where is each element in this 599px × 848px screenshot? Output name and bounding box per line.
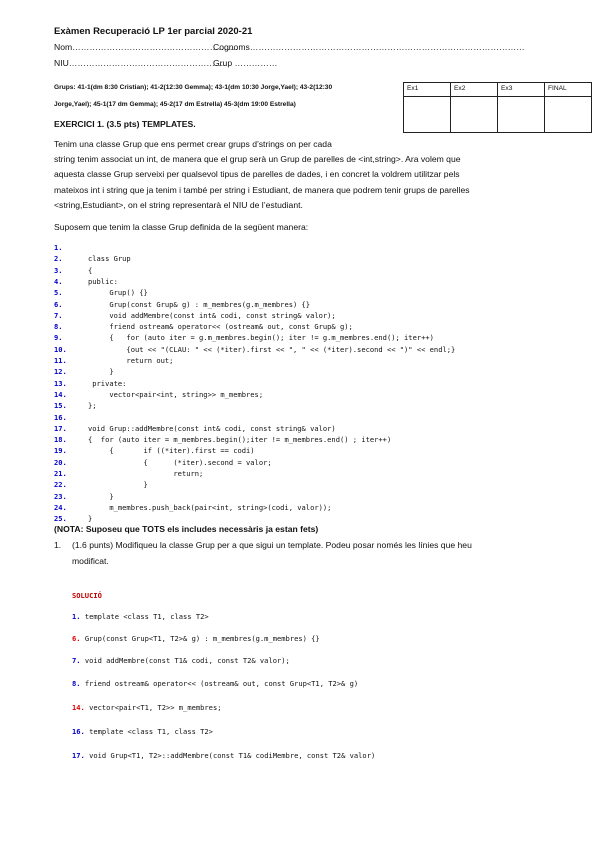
solution-line [72, 679, 358, 688]
grade-cell-final[interactable] [545, 97, 592, 133]
groups-line-2: Jorge,Yael); 45-1(17 dm Gemma); 45-2(17 dm Estrella) 45-3(dm 19:00 Estrella) [54, 101, 296, 108]
code-line-text: Grup() {} [88, 288, 148, 298]
code-line-text: void Grup::addMembre(const int& codi, const string& valor) [88, 423, 336, 433]
code-line-text: { (*iter).second = valor; [88, 457, 272, 467]
solution-label: SOLUCIÓ [72, 591, 102, 600]
code-line-number: 15. [54, 401, 67, 411]
code-line-text: { [88, 265, 93, 275]
code-line-number: 13. [54, 378, 67, 388]
code-line-number: 12. [54, 367, 67, 377]
code-line-text: friend ostream& operator<< (ostream& out, const Grup& g); [88, 322, 353, 332]
grup-field: Grup …………… [213, 58, 278, 68]
code-line-number: 17. [54, 423, 67, 433]
code-line-text: } [88, 491, 114, 501]
code-line-text: } [88, 514, 93, 524]
nom-field: Nom…………………………………………………. [54, 42, 238, 52]
code-line-number: 5. [54, 288, 63, 298]
code-line-number: 19. [54, 446, 67, 456]
code-line-number: 25. [54, 514, 67, 524]
niu-field: NIU………………………………………………. [54, 58, 226, 68]
solution-line [72, 656, 290, 665]
solution-line [72, 751, 375, 760]
grade-cell-ex1[interactable] [404, 97, 451, 133]
code-line-number: 6. [54, 299, 63, 309]
intro-line: mateixos int i string que ja tenim i també per string i Estudiant, de manera que podrem tenir grups de parelles [54, 184, 470, 195]
code-line-text: return; [88, 469, 204, 478]
intro-line: aquesta classe Grup serveixi per qualsevol tipus de parelles de dades, i en concret la voldrem utilitzar pels [54, 169, 460, 180]
solution-line-number: 8. [72, 679, 85, 688]
cognoms-field: Cognoms…………………………………………………………………………………… [213, 42, 525, 52]
code-line-text: m_membres.push_back(pair<int, string>(codi, valor)); [88, 502, 332, 512]
code-line-text: { if ((*iter).first == codi) [88, 446, 255, 456]
code-line-text: Grup(const Grup& g) : m_membres(g.m_membres) {} [88, 299, 311, 309]
solution-line-number: 7. [72, 656, 85, 665]
code-line-number: 4. [54, 276, 63, 286]
question-line: modificat. [72, 555, 109, 566]
code-line-text: class Grup [88, 254, 131, 264]
question-number: 1. [54, 540, 62, 550]
solution-line-text: void Grup<T1, T2>::addMembre(const T1& codiMembre, const T2& valor) [89, 751, 376, 760]
code-line-text: vector<pair<int, string>> m_membres; [88, 389, 264, 399]
code-line-text: return out; [88, 356, 174, 365]
code-line-number: 18. [54, 435, 67, 445]
solution-line-number: 14. [72, 703, 90, 712]
code-listing [54, 243, 584, 523]
code-line-number: 1. [54, 243, 63, 252]
solution-line [72, 703, 222, 712]
solution-line-text: vector<pair<T1, T2>> m_membres; [89, 703, 222, 712]
question-line: (1.6 punts) Modifiqueu la classe Grup per a que sigui un template. Podeu posar només les línies que heu [72, 540, 472, 550]
solution-line-number: 6. [72, 634, 85, 643]
grade-header-ex3: Ex3 [498, 83, 545, 97]
code-line-number: 2. [54, 254, 63, 264]
grade-cell-ex2[interactable] [451, 97, 498, 133]
solution-line-number: 1. [72, 612, 85, 621]
code-line-text: } [88, 367, 114, 377]
code-line-text: } [88, 480, 148, 490]
grades-table [403, 82, 592, 133]
code-line-number: 8. [54, 322, 63, 332]
code-line-number: 3. [54, 265, 63, 275]
code-line-text: { for (auto iter = m_membres.begin();iter != m_membres.end() ; iter++) [88, 435, 392, 445]
code-line-number: 9. [54, 333, 63, 343]
solution-line [72, 612, 209, 621]
code-line-text: public: [88, 276, 118, 286]
grade-header-ex1: Ex1 [404, 83, 451, 97]
intro-line: Tenim una classe Grup que ens permet crear grups d’strings on per cada [54, 139, 332, 149]
code-line-number: 24. [54, 502, 67, 512]
solution-line-text: template <class T1, class T2> [89, 727, 213, 736]
solution-line-number: 16. [72, 727, 90, 736]
code-line-number: 7. [54, 310, 63, 320]
code-line-number: 21. [54, 469, 67, 478]
code-line-text: private: [88, 378, 127, 388]
code-line-number: 10. [54, 344, 67, 354]
intro-line: string tenim associat un int, de manera que el grup serà un Grup de parelles de <int,string>. Ara volem que [54, 154, 461, 165]
code-line-text: void addMembre(const int& codi, const string& valor); [88, 310, 336, 320]
intro-line: <string,Estudiant>, on el string representarà el NIU de l’estudiant. [54, 199, 303, 210]
groups-line-1: Grups: 41-1(dm 8:30 Cristian); 41-2(12:30 Gemma); 43-1(dm 10:30 Jorge,Yael); 43-2(12:30 [54, 84, 333, 91]
solution-line [72, 727, 213, 736]
solution-line-text: Grup(const Grup<T1, T2>& g) : m_membres(g.m_membres) {} [84, 634, 320, 643]
exercise-heading: EXERCICI 1. (3.5 pts) TEMPLATES. [54, 119, 196, 129]
code-line-text: { for (auto iter = g.m_membres.begin(); iter != g.m_membres.end(); iter++) [88, 333, 434, 343]
code-line-number: 20. [54, 457, 67, 467]
solution-line-text: void addMembre(const T1& codi, const T2& valor); [84, 656, 290, 665]
code-line-number: 14. [54, 389, 67, 399]
solution-line [72, 634, 320, 643]
solution-line-text: friend ostream& operator<< (ostream& out, const Grup<T1, T2>& g) [84, 679, 359, 688]
code-line-text: }; [88, 401, 97, 411]
code-line-number: 22. [54, 480, 67, 490]
note-text: (NOTA: Suposeu que TOTS els includes necessàris ja estan fets) [54, 524, 319, 534]
grade-header-ex2: Ex2 [451, 83, 498, 97]
solution-line-number: 17. [72, 751, 90, 760]
suposem-text: Suposem que tenim la classe Grup definida de la següent manera: [54, 222, 309, 232]
exam-title: Exàmen Recuperació LP 1er parcial 2020-21 [54, 26, 253, 37]
grade-cell-ex3[interactable] [498, 97, 545, 133]
code-line-number: 16. [54, 412, 67, 422]
code-line-text: {out << "(CLAU: " << (*iter).first << ", " << (*iter).second << ")" << endl;} [88, 344, 456, 354]
grade-header-final: FINAL [545, 83, 592, 97]
code-line-number: 23. [54, 491, 67, 501]
code-line-number: 11. [54, 356, 67, 365]
solution-line-text: template <class T1, class T2> [84, 612, 209, 621]
exercise-intro [54, 137, 574, 213]
